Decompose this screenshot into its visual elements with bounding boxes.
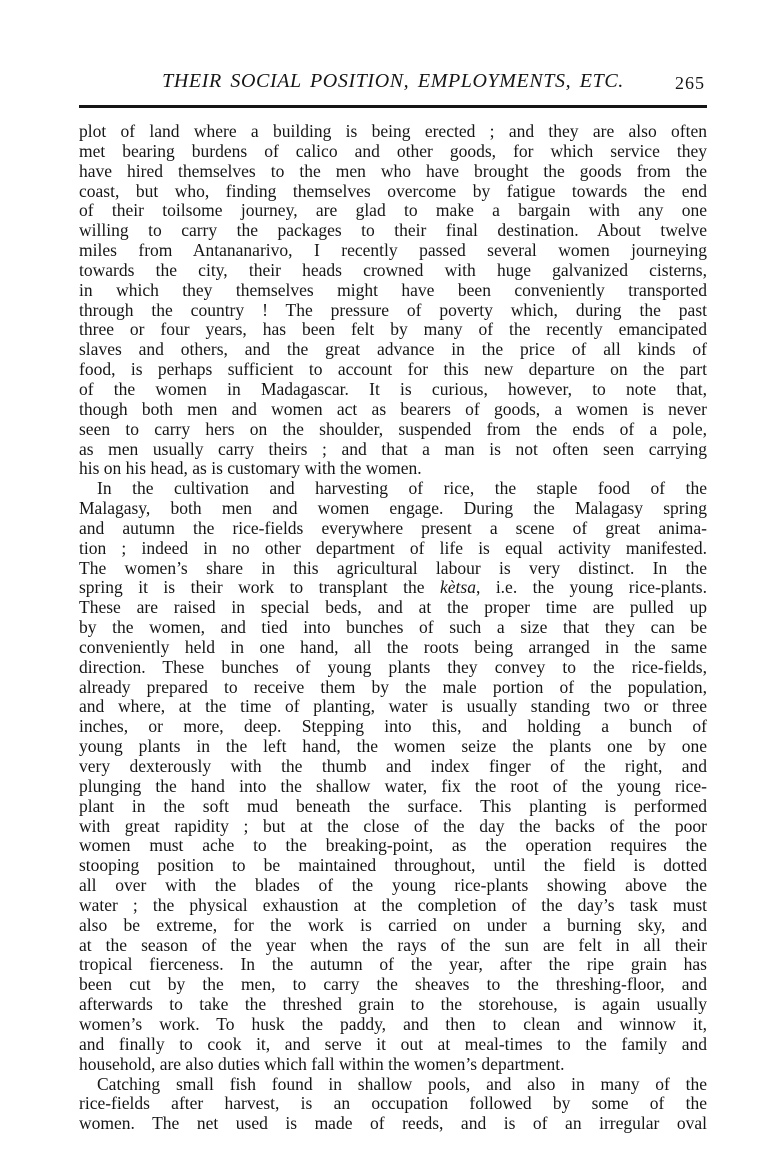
text-line: seen to carry hers on the shoulder, suspended from the ends of a pole,	[79, 418, 707, 439]
text-block	[79, 70, 707, 1134]
text-line: in which they themselves might have been conveniently transported	[79, 279, 707, 300]
text-line: miles from Antananarivo, I recently passed several women journeying	[79, 240, 707, 261]
text-line: all over with the blades of the young rice-plants showing above the	[79, 875, 707, 896]
text-line: willing to carry the packages to their final destination. About twelve	[79, 220, 707, 241]
text-line: rice-fields after harvest, is an occupation followed by some of the	[79, 1093, 707, 1114]
text-line: water ; the physical exhaustion at the completion of the day’s task must	[79, 894, 707, 915]
text-line: women. The net used is made of reeds, and is of an irregular oval	[79, 1113, 707, 1134]
text-line: three or four years, has been felt by many of the recently emancipated	[79, 319, 707, 340]
text-line: been cut by the men, to carry the sheaves to the threshing-floor, and	[79, 974, 707, 995]
text-line: women’s work. To husk the paddy, and then to clean and winnow it,	[79, 1013, 707, 1034]
text-line: The women’s share in this agricultural labour is very distinct. In the	[79, 557, 707, 578]
text-line: inches, or more, deep. Stepping into this, and holding a bunch of	[79, 716, 707, 737]
text-line: by the women, and tied into bunches of such a size that they can be	[79, 617, 707, 638]
text-line: coast, but who, finding themselves overcome by fatigue towards the end	[79, 180, 707, 201]
text-line: at the season of the year when the rays of the sun are felt in all their	[79, 934, 707, 955]
text-line: very dexterously with the thumb and index finger of the right, and	[79, 756, 707, 776]
text-line: and finally to cook it, and serve it out at meal-times to the family and	[79, 1033, 707, 1054]
text-line: stooping position to be maintained throughout, until the field is dotted	[79, 855, 707, 876]
page-number: 265	[675, 73, 705, 93]
text-line: tion ; indeed in no other department of life is equal activity manifested.	[79, 537, 707, 558]
running-head	[79, 70, 707, 98]
text-line: his on his head, as is customary with the women.	[79, 458, 422, 479]
text-line: plunging the hand into the shallow water, fix the root of the young rice-	[79, 775, 707, 796]
text-line: household, are also duties which fall within the women’s department.	[79, 1053, 565, 1074]
text-line: and autumn the rice-fields everywhere present a scene of great anima-	[79, 517, 707, 538]
text-line: through the country ! The pressure of poverty which, during the past	[79, 299, 707, 320]
text-line: and where, at the time of planting, water is usually standing two or three	[79, 696, 707, 717]
text-line: of their toilsome journey, are glad to make a bargain with any one	[79, 200, 707, 221]
text-line: In the cultivation and harvesting of rice, the staple food of the	[97, 478, 707, 499]
text-line: Catching small fish found in shallow pools, and also in many of the	[97, 1073, 707, 1094]
text-line: met bearing burdens of calico and other goods, for which service they	[79, 140, 707, 161]
text-line: afterwards to take the threshed grain to the storehouse, is again usually	[79, 994, 707, 1015]
text-line: food, is perhaps sufficient to account for this new departure on the part	[79, 359, 707, 380]
text-line: tropical fierceness. In the autumn of the year, after the ripe grain has	[79, 954, 707, 975]
page-body	[79, 122, 707, 1134]
text-line: have hired themselves to the men who have brought the goods from the	[79, 160, 707, 181]
text-line: already prepared to receive them by the male portion of the population,	[79, 676, 707, 697]
text-line: These are raised in special beds, and at the proper time are pulled up	[79, 597, 707, 618]
text-line: of the women in Madagascar. It is curious, however, to note that,	[79, 378, 707, 399]
text-line: though both men and women act as bearers of goods, a women is never	[79, 398, 707, 419]
text-line: towards the city, their heads crowned with huge galvanized cisterns,	[79, 259, 707, 280]
text-line: slaves and others, and the great advance in the price of all kinds of	[79, 339, 707, 360]
text-line: plot of land where a building is being erected ; and they are also often	[79, 121, 707, 141]
text-line: plant in the soft mud beneath the surface. This planting is performed	[79, 795, 707, 816]
running-head-title: THEIR SOCIAL POSITION, EMPLOYMENTS, ETC.	[162, 70, 624, 92]
text-line: conveniently held in one hand, all the roots being arranged in the same	[79, 636, 707, 657]
text-line: young plants in the left hand, the women seize the plants one by one	[79, 736, 707, 757]
text-line: spring it is their work to transplant the kètsa, i.e. the young rice-plants.	[79, 577, 707, 598]
text-line: women must ache to the breaking-point, as the operation requires the	[79, 835, 707, 856]
text-line: also be extreme, for the work is carried on under a burning sky, and	[79, 914, 707, 935]
header-rule	[79, 105, 707, 108]
text-line: with great rapidity ; but at the close of the day the backs of the poor	[79, 815, 707, 836]
text-line: Malagasy, both men and women engage. During the Malagasy spring	[79, 498, 707, 519]
text-line: direction. These bunches of young plants they convey to the rice-fields,	[79, 656, 707, 677]
text-line: as men usually carry theirs ; and that a man is not often seen carrying	[79, 438, 707, 459]
